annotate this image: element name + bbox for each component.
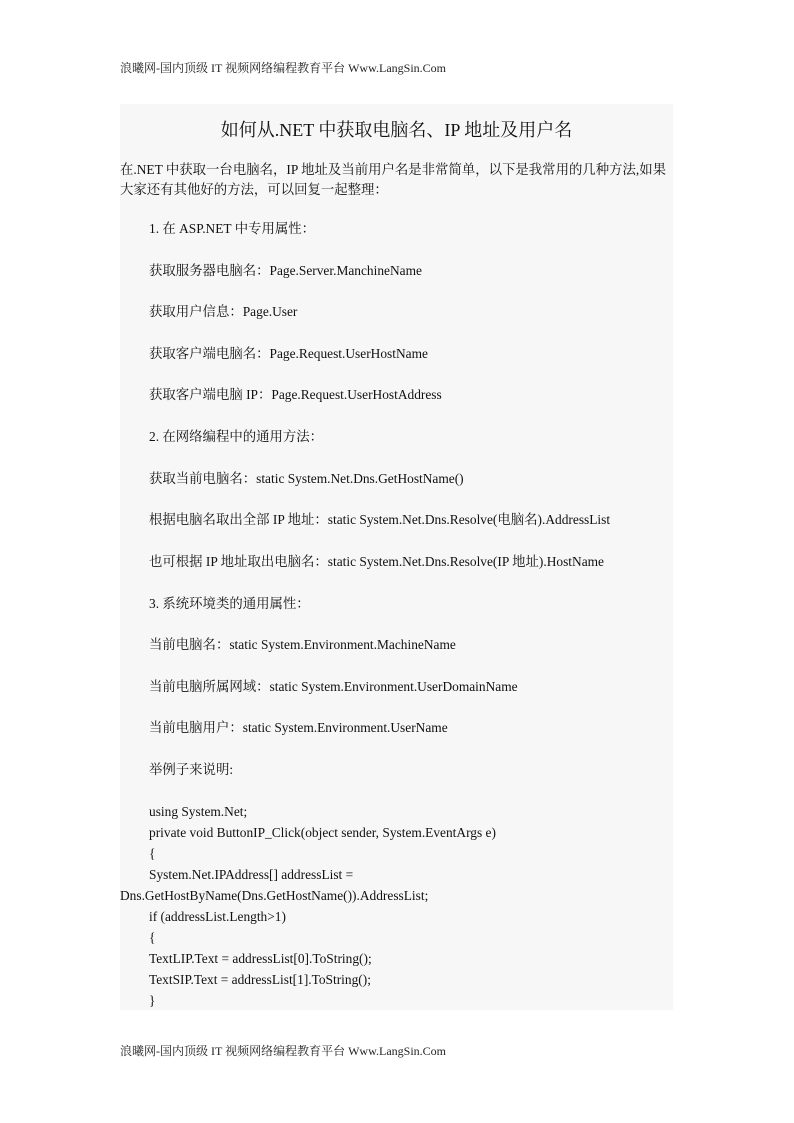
code-line: {	[149, 846, 156, 861]
code-line: if (addressList.Length>1)	[149, 909, 286, 924]
list-item: 获取客户端电脑 IP：Page.Request.UserHostAddress	[149, 387, 442, 402]
page-header: 浪曦网-国内顶级 IT 视频网络编程教育平台 Www.LangSin.Com	[120, 61, 446, 75]
list-item: 当前电脑名：static System.Environment.MachineName	[149, 637, 456, 652]
list-item: 获取客户端电脑名：Page.Request.UserHostName	[149, 346, 428, 361]
code-line: using System.Net;	[149, 804, 248, 819]
intro-paragraph: 在.NET 中获取一台电脑名，IP 地址及当前用户名是非常简单，以下是我常用的几种方法,如果大家还有其他好的方法，可以回复一起整理：	[120, 162, 667, 197]
list-item: 获取服务器电脑名：Page.Server.ManchineName	[149, 263, 422, 278]
code-line: Dns.GetHostByName(Dns.GetHostName()).AddressList;	[120, 888, 429, 903]
list-item: 根据电脑名取出全部 IP 地址：static System.Net.Dns.Resolve(电脑名).AddressList	[149, 512, 611, 527]
code-line: System.Net.IPAddress[] addressList =	[149, 867, 354, 882]
list-item: 获取当前电脑名：static System.Net.Dns.GetHostName()	[149, 471, 464, 486]
article-title: 如何从.NET 中获取电脑名、IP 地址及用户名	[220, 120, 573, 140]
section-heading: 2. 在网络编程中的通用方法：	[149, 429, 324, 444]
list-item: 当前电脑用户：static System.Environment.UserName	[149, 720, 448, 735]
section-heading: 1. 在 ASP.NET 中专用属性：	[149, 221, 316, 236]
section-heading: 3. 系统环境类的通用属性：	[149, 596, 310, 611]
page-footer: 浪曦网-国内顶级 IT 视频网络编程教育平台 Www.LangSin.Com	[120, 1044, 446, 1058]
article-body	[120, 104, 673, 1010]
list-item: 当前电脑所属网域：static System.Environment.UserDomainName	[149, 679, 518, 694]
example-label: 举例子来说明:	[149, 762, 234, 777]
code-line: TextSIP.Text = addressList[1].ToString();	[149, 972, 371, 987]
code-line: TextLIP.Text = addressList[0].ToString();	[149, 951, 372, 966]
code-line: {	[149, 930, 156, 945]
code-line: private void ButtonIP_Click(object sender, System.EventArgs e)	[149, 825, 496, 840]
list-item: 获取用户信息：Page.User	[149, 304, 298, 319]
code-line: }	[149, 993, 156, 1008]
list-item: 也可根据 IP 地址取出电脑名：static System.Net.Dns.Resolve(IP 地址).HostName	[149, 554, 604, 569]
